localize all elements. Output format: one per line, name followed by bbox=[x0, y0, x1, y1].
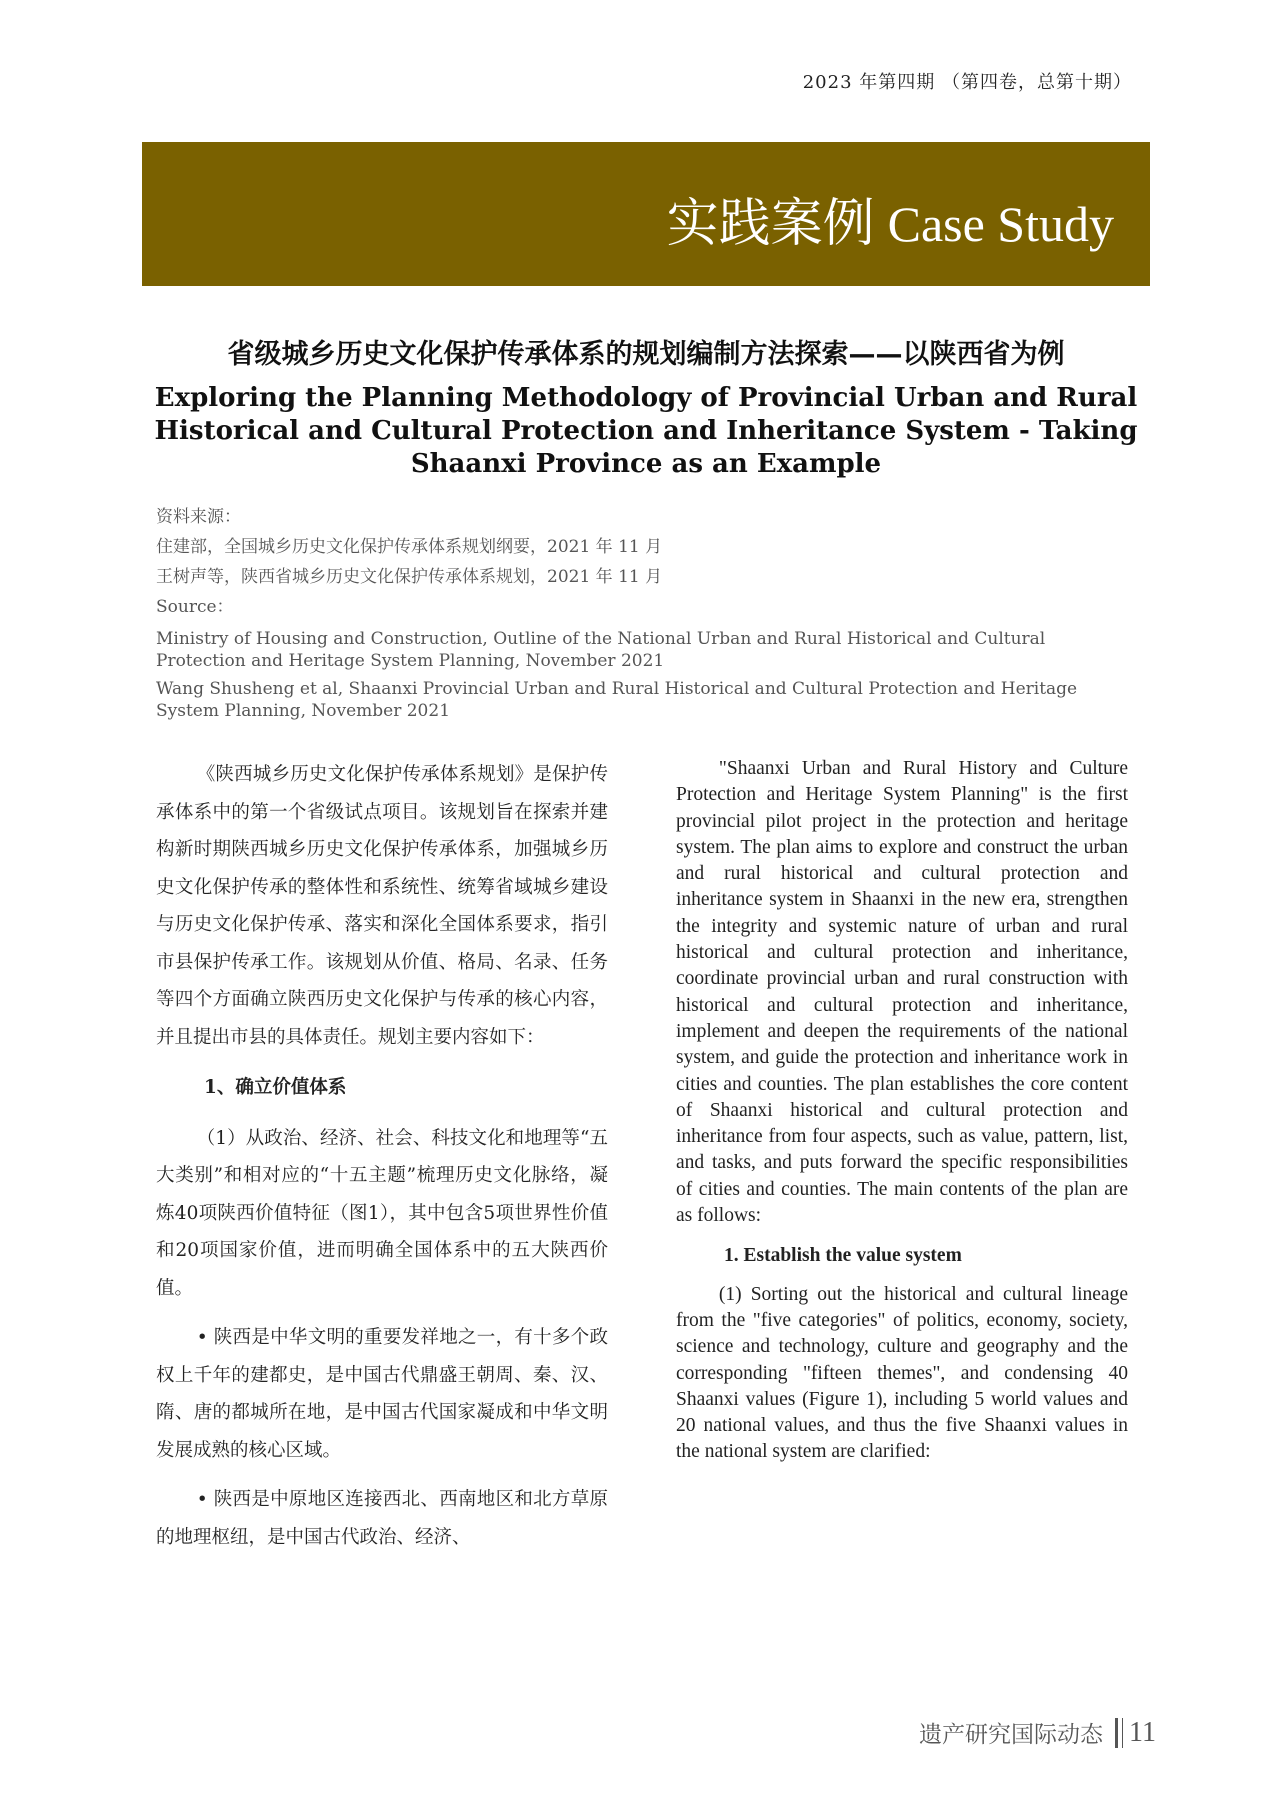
bullet-cn-1: • 陕西是中华文明的重要发祥地之一，有十多个政权上千年的建都史，是中国古代鼎盛王朝周、秦、汉、隋、唐的都城所在地，是中国古代国家凝成和中华文明发展成熟的核心区域。 bbox=[156, 1327, 608, 1461]
bullet-cn-2: • 陕西是中原地区连接西北、西南地区和北方草原的地理枢纽，是中国古代政治、经济、 bbox=[156, 1489, 608, 1548]
paragraph-cn-2: （1）从政治、经济、社会、科技文化和地理等“五大类别”和相对应的“十五主题”梳理历史文化脉络，凝炼40项陕西价值特征（图1），其中包含5项世界性价值和20项国家价值，进而明确全国体系中的五大陕西价值。 bbox=[156, 1127, 608, 1299]
paragraph-en-1: "Shaanxi Urban and Rural History and Culture Protection and Heritage System Planning" is the first provincial pilot project in the protection and heritage system. The plan aims to explore and construct the urban and rural historical and cultural protection and inheritance system in Shaanxi in the new era, strengthen the integrity and systemic nature of urban and rural historical and cultural protection and inheritance, coordinate provincial urban and rural construction with historical and cultural protection and inheritance, implement and deepen the requirements of the national system, and guide the protection and inheritance work in cities and counties. The plan establishes the core content of Shaanxi historical and cultural protection and inheritance from four aspects, such as value, pattern, list, and tasks, and puts forward the specific responsibilities of cities and counties. The main contents of the plan are as follows: bbox=[676, 758, 1128, 1227]
source-cn-2: 王树声等，陕西省城乡历史文化保护传承体系规划，2021 年 11 月 bbox=[156, 567, 663, 587]
source-en-2: Wang Shusheng et al, Shaanxi Provincial Urban and Rural Historical and Cultural Protection and Heritage System Planning, November 2021 bbox=[156, 679, 1078, 721]
body-column-en bbox=[676, 756, 1128, 1466]
page-footer bbox=[919, 1716, 1156, 1749]
footer-divider-thin bbox=[1122, 1718, 1123, 1748]
paragraph-cn-1: 《陕西城乡历史文化保护传承体系规划》是保护传承体系中的第一个省级试点项目。该规划旨在探索并建构新时期陕西城乡历史文化保护传承体系，加强城乡历史文化保护传承的整体性和系统性、统筹省域城乡建设与历史文化保护传承、落实和深化全国体系要求，指引市县保护传承工作。该规划从价值、格局、名录、任务等四个方面确立陕西历史文化保护与传承的核心内容，并且提出市县的具体责任。规划主要内容如下： bbox=[156, 764, 608, 1048]
paragraph-en-2: (1) Sorting out the historical and cultural lineage from the "five categories" of politics, economy, society, science and technology, culture and geography and the corresponding "fifteen themes", and condensing 40 Shaanxi values (Figure 1), including 5 world values and 20 national values, and thus the five Shaanxi values in the national system are clarified: bbox=[676, 1283, 1128, 1463]
section-title-cn: 实践案例 bbox=[666, 195, 875, 253]
issue-line: 2023 年第四期 （第四卷，总第十期） bbox=[802, 72, 1132, 93]
body-column-cn bbox=[156, 756, 608, 1556]
source-cn-1: 住建部，全国城乡历史文化保护传承体系规划纲要，2021 年 11 月 bbox=[156, 537, 663, 557]
sources-label-cn: 资料来源： bbox=[156, 507, 241, 527]
footer-divider bbox=[1115, 1718, 1118, 1748]
article-title-cn: 省级城乡历史文化保护传承体系的规划编制方法探索——以陕西省为例 bbox=[227, 339, 1065, 370]
sources-block bbox=[156, 502, 1132, 726]
section-title-en: Case Study bbox=[887, 195, 1114, 252]
heading-en-1: 1. Establish the value system bbox=[724, 1245, 962, 1267]
page-number: 11 bbox=[1129, 1716, 1156, 1748]
journal-name: 遗产研究国际动态 bbox=[919, 1722, 1104, 1748]
article-title-en: Exploring the Planning Methodology of Provincial Urban and Rural Historical and Cultural Protection and Inheritance System - Taking Shaanxi Province as an Example bbox=[154, 383, 1138, 479]
heading-cn-1: 1、确立价值体系 bbox=[204, 1077, 347, 1098]
section-title bbox=[667, 181, 1114, 256]
source-en-1: Ministry of Housing and Construction, Outline of the National Urban and Rural Historical and Cultural Protection and Heritage System Planning, November 2021 bbox=[156, 629, 1046, 671]
sources-label-en: Source： bbox=[156, 597, 234, 617]
section-banner bbox=[142, 142, 1150, 286]
